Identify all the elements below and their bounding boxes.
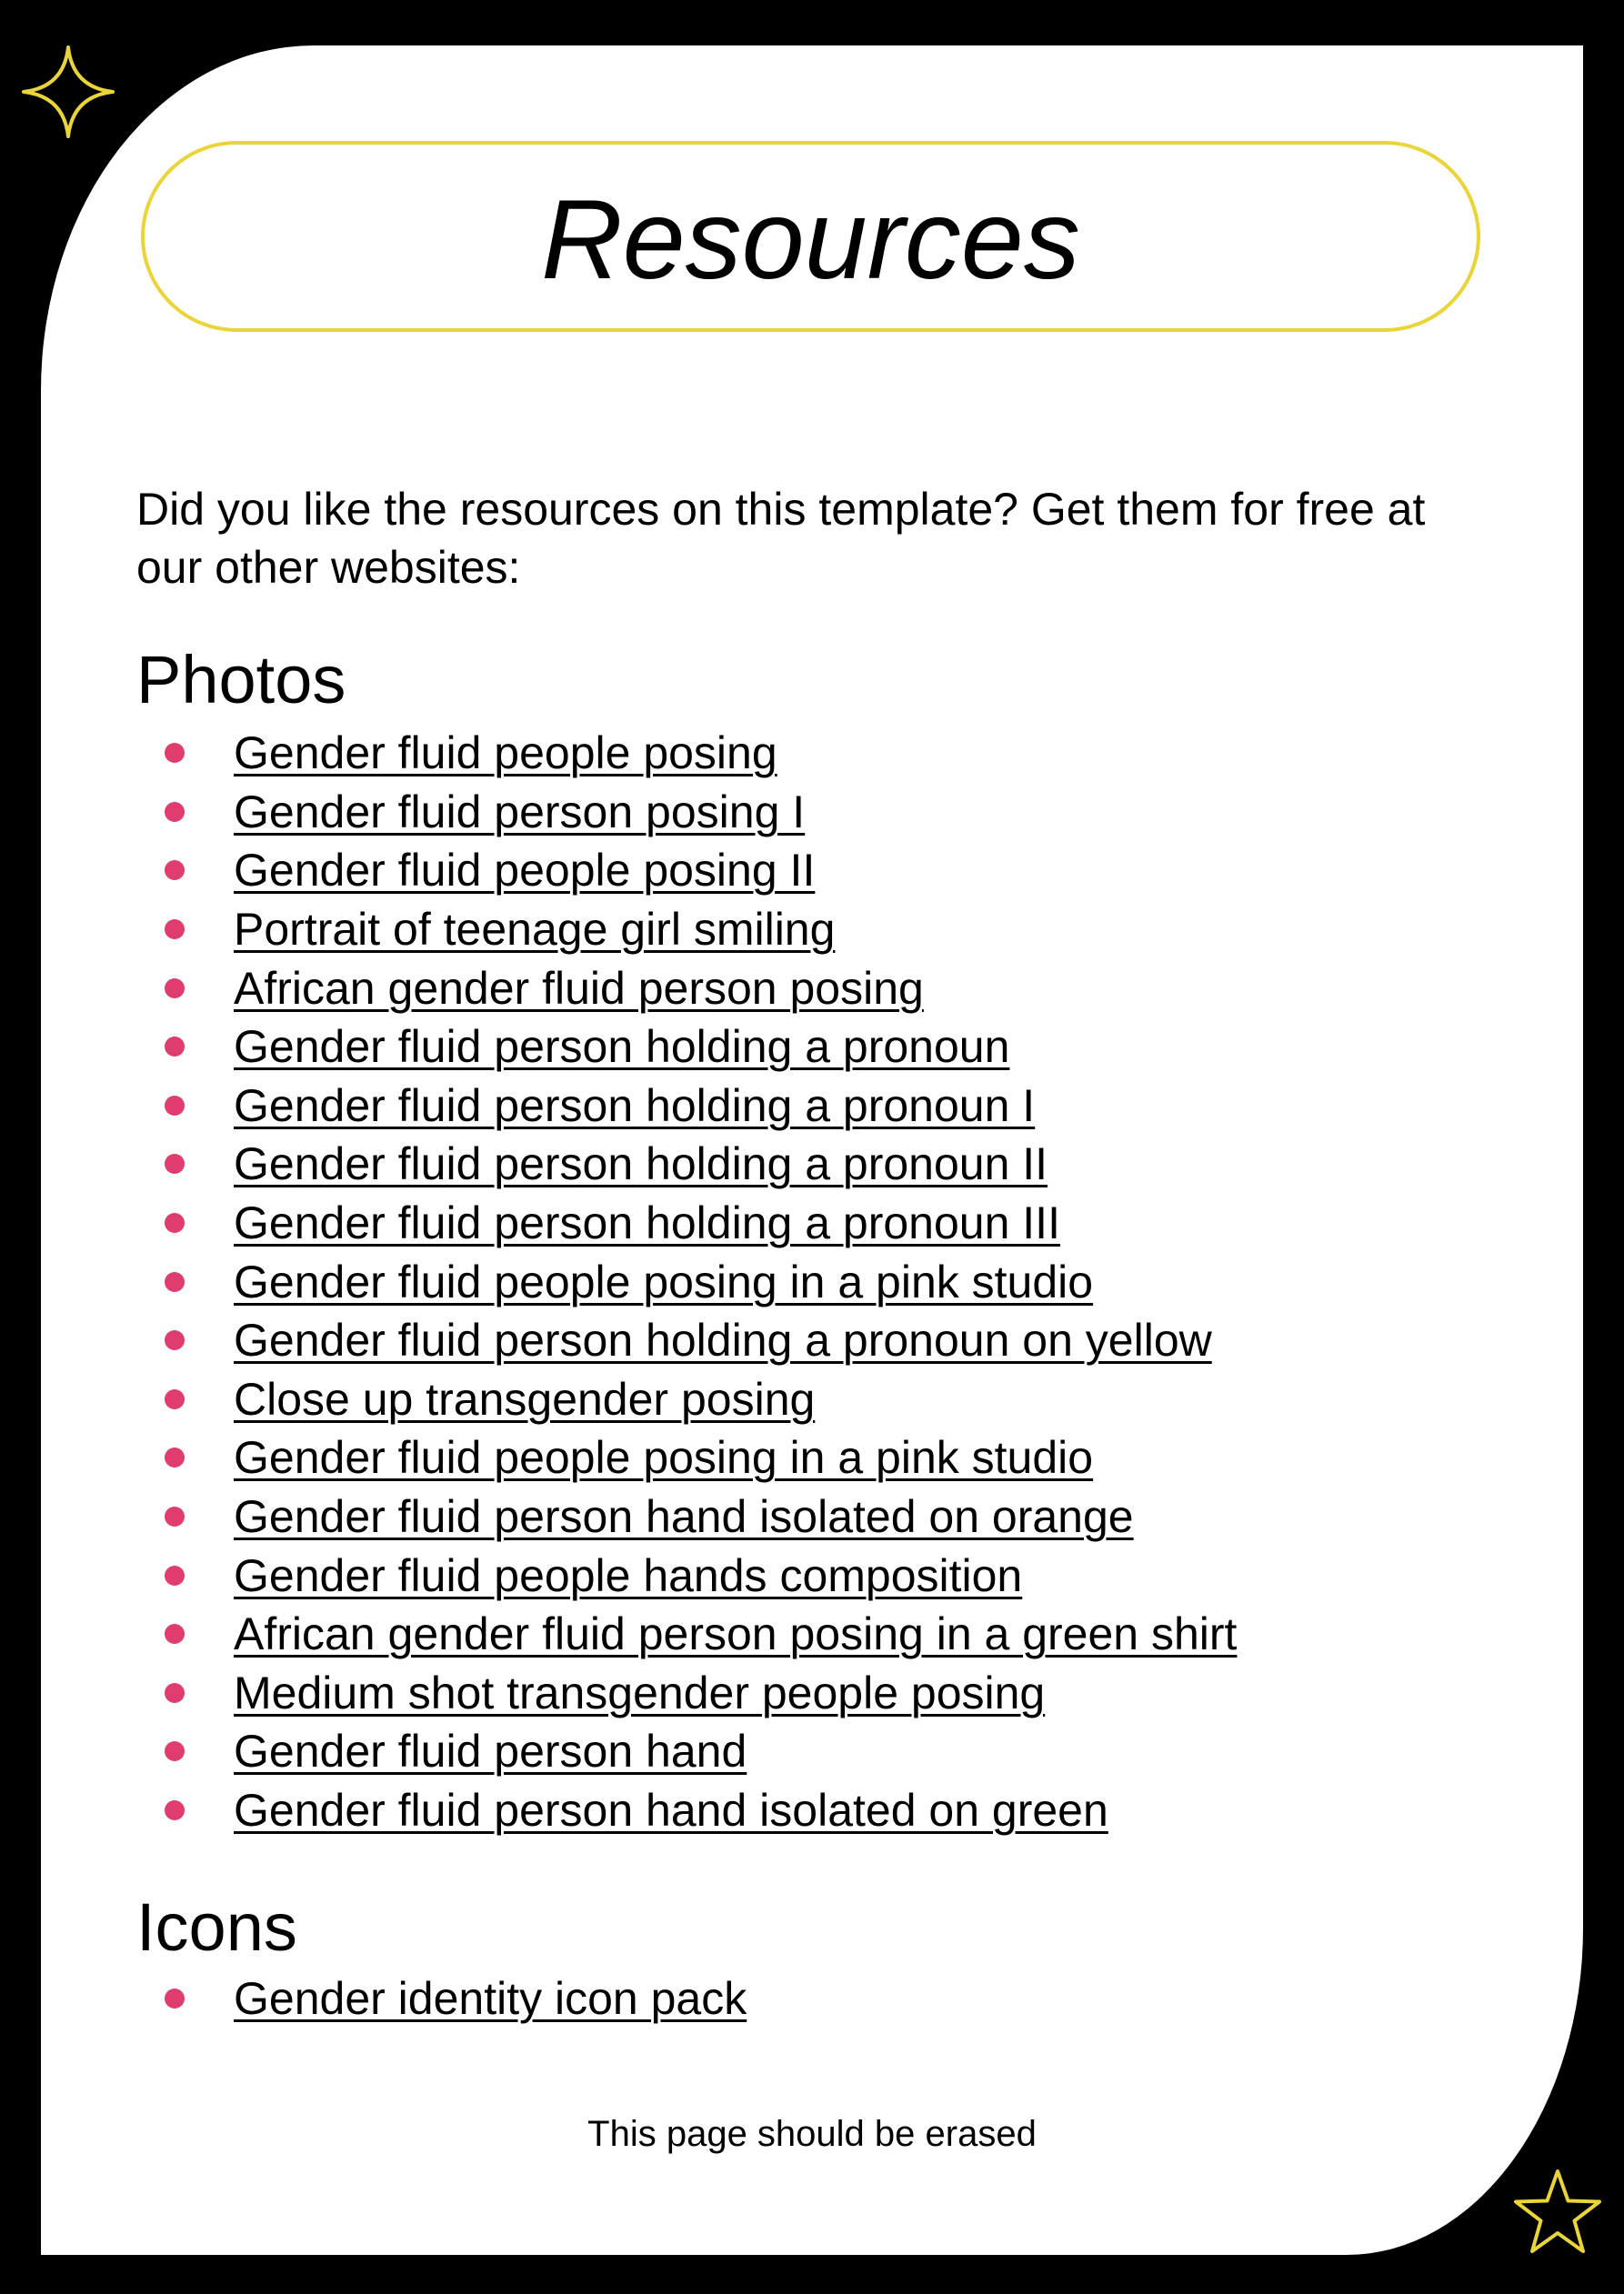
bullet-dot bbox=[165, 1988, 185, 2009]
bullet-dot bbox=[165, 1330, 185, 1350]
list-item bbox=[136, 1546, 1237, 1605]
bullet-dot bbox=[165, 1800, 185, 1820]
icons-heading: Icons bbox=[136, 1889, 297, 1965]
title-banner bbox=[141, 141, 1480, 332]
list-item bbox=[136, 958, 1237, 1017]
list-item bbox=[136, 1664, 1237, 1723]
resource-link[interactable]: Gender fluid person hand bbox=[234, 1726, 747, 1778]
bullet-dot bbox=[165, 1389, 185, 1409]
four-point-star-icon bbox=[20, 44, 116, 140]
list-item bbox=[136, 1428, 1237, 1488]
bullet-dot bbox=[165, 1213, 185, 1233]
photos-link-list bbox=[136, 724, 1237, 1839]
resource-link[interactable]: Gender fluid people posing bbox=[234, 727, 777, 779]
list-item bbox=[136, 841, 1237, 900]
resource-link[interactable]: Portrait of teenage girl smiling bbox=[234, 904, 836, 956]
resource-link[interactable]: Gender fluid person posing I bbox=[234, 786, 806, 837]
list-item bbox=[136, 1969, 747, 2029]
bullet-dot bbox=[165, 978, 185, 998]
resource-link[interactable]: Gender fluid people posing in a pink studio bbox=[234, 1432, 1094, 1484]
resource-link[interactable]: Close up transgender posing bbox=[234, 1373, 816, 1425]
resource-link[interactable]: Medium shot transgender people posing bbox=[234, 1667, 1046, 1718]
list-item bbox=[136, 1370, 1237, 1429]
bullet-dot bbox=[165, 743, 185, 763]
bullet-dot bbox=[165, 1683, 185, 1703]
bullet-dot bbox=[165, 802, 185, 822]
intro-text: Did you like the resources on this template? Get them for free at our other websites: bbox=[136, 484, 1426, 593]
bullet-dot bbox=[165, 1096, 185, 1116]
list-item bbox=[136, 1077, 1237, 1136]
bullet-dot bbox=[165, 1624, 185, 1644]
list-item bbox=[136, 1252, 1237, 1311]
bullet-dot bbox=[165, 1566, 185, 1586]
resource-link[interactable]: Gender fluid person hand isolated on orange bbox=[234, 1491, 1134, 1543]
list-item bbox=[136, 1605, 1237, 1664]
five-point-star-icon bbox=[1508, 2164, 1608, 2264]
resource-link[interactable]: Gender identity icon pack bbox=[234, 1973, 747, 2025]
resource-link[interactable]: Gender fluid person holding a pronoun bbox=[234, 1021, 1010, 1073]
resource-link[interactable]: Gender fluid people posing II bbox=[234, 845, 816, 897]
resource-link[interactable]: Gender fluid person holding a pronoun III bbox=[234, 1197, 1060, 1249]
bullet-dot bbox=[165, 1272, 185, 1292]
resource-link[interactable]: Gender fluid person holding a pronoun on yellow bbox=[234, 1315, 1212, 1367]
list-item bbox=[136, 724, 1237, 783]
icons-link-list bbox=[136, 1969, 747, 2029]
list-item bbox=[136, 900, 1237, 959]
page-title: Resources bbox=[541, 177, 1080, 303]
resource-link[interactable]: Gender fluid person holding a pronoun I bbox=[234, 1079, 1036, 1131]
list-item bbox=[136, 1311, 1237, 1370]
bullet-dot bbox=[165, 1507, 185, 1527]
resource-link[interactable]: Gender fluid person holding a pronoun II bbox=[234, 1138, 1048, 1190]
list-item bbox=[136, 1722, 1237, 1781]
bullet-dot bbox=[165, 860, 185, 880]
resource-link[interactable]: African gender fluid person posing bbox=[234, 962, 924, 1014]
resource-link[interactable]: Gender fluid people hands composition bbox=[234, 1549, 1023, 1601]
resource-link[interactable]: Gender fluid people posing in a pink studio bbox=[234, 1256, 1094, 1307]
bullet-dot bbox=[165, 1741, 185, 1761]
list-item bbox=[136, 1017, 1237, 1077]
list-item bbox=[136, 1194, 1237, 1253]
bullet-dot bbox=[165, 1037, 185, 1057]
footer-note: This page should be erased bbox=[587, 2114, 1037, 2154]
list-item bbox=[136, 1781, 1237, 1840]
bullet-dot bbox=[165, 919, 185, 939]
bullet-dot bbox=[165, 1154, 185, 1174]
list-item bbox=[136, 1488, 1237, 1547]
resource-link[interactable]: African gender fluid person posing in a green shirt bbox=[234, 1608, 1238, 1660]
resource-link[interactable]: Gender fluid person hand isolated on green bbox=[234, 1784, 1108, 1836]
list-item bbox=[136, 1135, 1237, 1194]
bullet-dot bbox=[165, 1448, 185, 1468]
photos-heading: Photos bbox=[136, 642, 346, 717]
list-item bbox=[136, 783, 1237, 842]
